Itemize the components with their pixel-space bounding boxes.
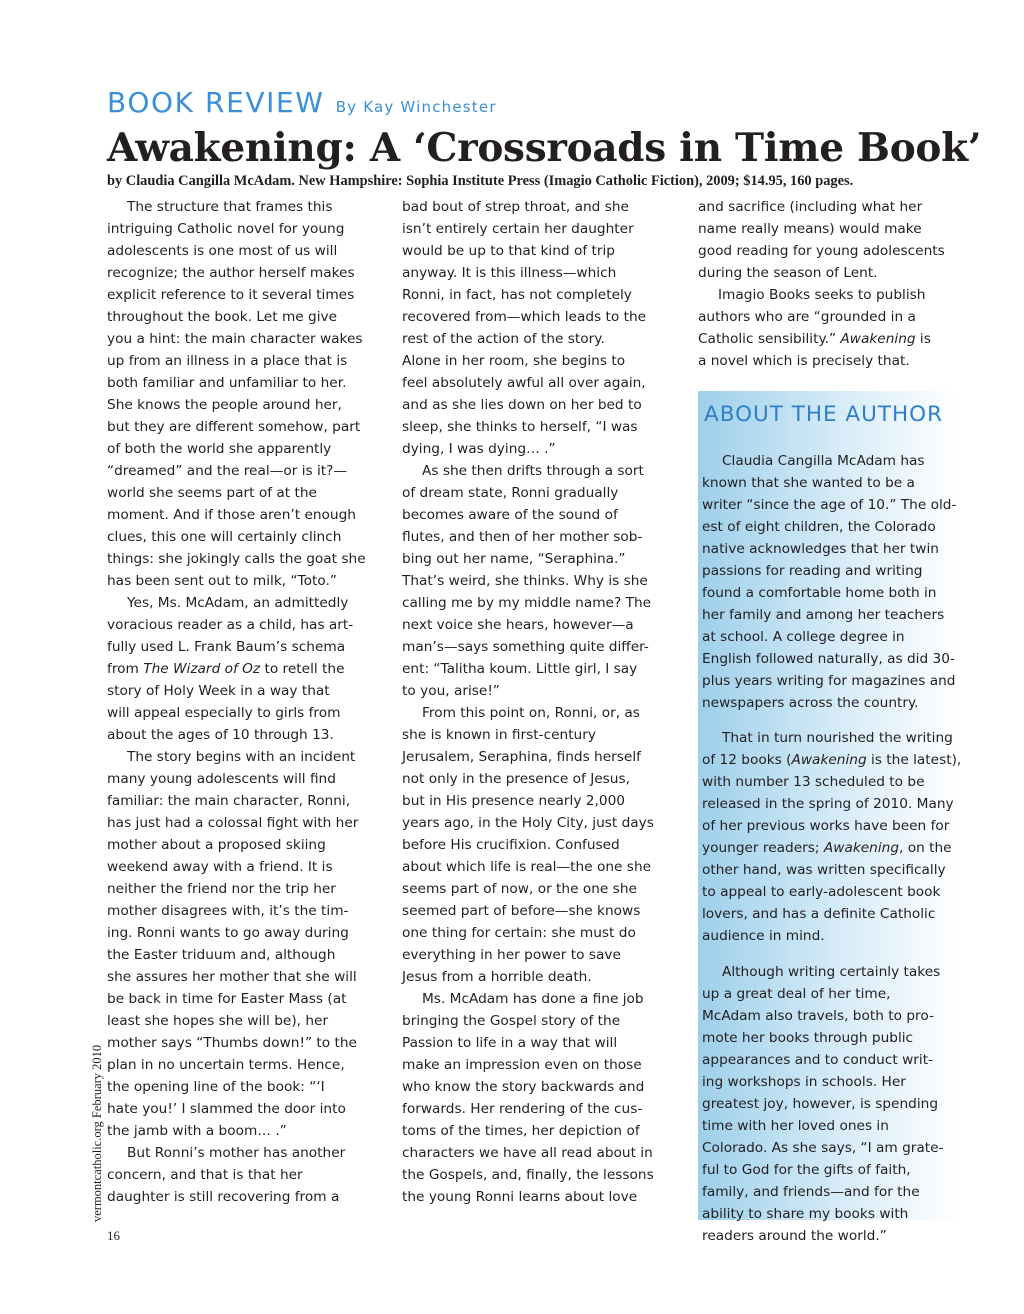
text-line: Colorado. As she says, “I am grate- (702, 1140, 944, 1157)
text-line: one thing for certain: she must do (402, 925, 636, 941)
text-line: will appeal especially to girls from (107, 705, 341, 721)
text-line: That in turn nourished the writing (722, 730, 953, 747)
text-line: lovers, and has a definite Catholic (702, 906, 936, 923)
text-line: daughter is still recovering from a (107, 1189, 340, 1205)
text-line: clues, this one will certainly clinch (107, 529, 342, 545)
text-line: would be up to that kind of trip (402, 243, 615, 259)
text-line: Alone in her room, she begins to (402, 353, 626, 369)
paragraph (107, 1142, 382, 1208)
text-line: recovered from—which leads to the (402, 309, 647, 325)
text-line: Ronni, in fact, has not completely (402, 287, 632, 303)
publication-info: by Claudia Cangilla McAdam. New Hampshire: Sophia Institute Press (Imagio Catholic Fiction), 2009; $14.95, 160 pages. (107, 173, 854, 189)
text-line: she is known in first-century (402, 727, 596, 743)
text-line: who know the story backwards and (402, 1079, 645, 1095)
text-line: calling me by my middle name? The (402, 595, 652, 611)
text-line: bing out her name, “Seraphina.” (402, 551, 626, 567)
text-line: known that she wanted to be a (702, 474, 915, 491)
text-line: to appeal to early-adolescent book (702, 884, 941, 901)
text-line: bringing the Gospel story of the (402, 1013, 621, 1029)
text-line: be back in time for Easter Mass (at (107, 991, 347, 1007)
text-line: “dreamed” and the real—or is it?— (107, 463, 348, 479)
paragraph (702, 450, 960, 714)
text-line: of her previous works have been for (702, 818, 950, 835)
text-line: but in His presence nearly 2,000 (402, 793, 625, 809)
text-line: has been sent out to milk, “Toto.” (107, 573, 337, 589)
text-line: seemed part of before—she knows (402, 903, 641, 919)
text-line: during the season of Lent. (698, 265, 878, 281)
text-line: voracious reader as a child, has art- (107, 617, 354, 633)
text-line: sleep, she thinks to herself, “I was (402, 419, 638, 435)
text-line: but they are different somehow, part (107, 419, 361, 435)
paragraph (702, 961, 960, 1247)
text-line: good reading for young adolescents (698, 243, 945, 259)
text-line: Passion to life in a way that will (402, 1035, 618, 1051)
text-line: of both the world she apparently (107, 441, 332, 457)
text-line: She knows the people around her, (107, 397, 342, 413)
text-line: English followed naturally, as did 30- (702, 650, 955, 667)
text-line: Although writing certainly takes (722, 964, 941, 981)
text-line: mother says “Thumbs down!” to the (107, 1035, 357, 1051)
text-line: about the ages of 10 through 13. (107, 727, 334, 743)
text-line: the jamb with a boom… .” (107, 1123, 287, 1139)
text-line: anyway. It is this illness—which (402, 265, 617, 281)
text-line: writer “since the age of 10.” The old- (702, 496, 957, 513)
text-line: has just had a colossal fight with her (107, 815, 359, 831)
text-line: readers around the world.” (702, 1228, 887, 1245)
text-line: before His crucifixion. Confused (402, 837, 620, 853)
text-line: you a hint: the main character wakes (107, 331, 363, 347)
text-line: younger readers; Awakening, on the (702, 840, 952, 857)
text-line: of dream state, Ronni gradually (402, 485, 619, 501)
paragraph (402, 988, 677, 1208)
text-line: mote her books through public (702, 1030, 914, 1047)
text-line: seems part of now, or the one she (402, 881, 637, 897)
text-line: The structure that frames this (127, 199, 333, 215)
text-line: isn’t entirely certain her daughter (402, 221, 634, 237)
text-line: neither the friend nor the trip her (107, 881, 336, 897)
text-line: Imagio Books seeks to publish (718, 287, 926, 303)
text-line: the opening line of the book: “‘I (107, 1079, 325, 1095)
paragraph (698, 196, 960, 284)
running-footer: vermontcatholic.org February 2010 (90, 1044, 104, 1222)
text-line: her family and among her teachers (702, 606, 945, 623)
text-column-2 (402, 196, 677, 1208)
text-line: bad bout of strep throat, and she (402, 199, 629, 215)
text-line: everything in her power to save (402, 947, 621, 963)
text-line: released in the spring of 2010. Many (702, 796, 954, 813)
text-line: Jerusalem, Seraphina, finds herself (402, 749, 641, 765)
text-line: Yes, Ms. McAdam, an admittedly (127, 595, 349, 611)
text-line: ful to God for the gifts of faith, (702, 1162, 911, 1179)
text-line: That’s weird, she thinks. Why is she (402, 573, 648, 589)
text-line: make an impression even on those (402, 1057, 642, 1073)
text-line: plus years writing for magazines and (702, 672, 956, 689)
text-line: authors who are “grounded in a (698, 309, 916, 325)
text-line: time with her loved ones in (702, 1118, 889, 1135)
about-the-author-sidebar (698, 391, 962, 1245)
paragraph (107, 592, 382, 746)
text-line: But Ronni’s mother has another (127, 1145, 346, 1161)
paragraph (402, 196, 677, 460)
text-line: man’s—says something quite differ- (402, 639, 649, 655)
text-line: up from an illness in a place that is (107, 353, 348, 369)
text-line: to you, arise!” (402, 683, 500, 699)
text-line: ability to share my books with (702, 1206, 909, 1223)
text-line: Ms. McAdam has done a fine job (422, 991, 644, 1007)
text-line: intriguing Catholic novel for young (107, 221, 345, 237)
text-line: found a comfortable home both in (702, 584, 937, 601)
text-line: the Easter triduum and, although (107, 947, 336, 963)
text-line: ing. Ronni wants to go away during (107, 925, 349, 941)
text-line: greatest joy, however, is spending (702, 1096, 939, 1113)
text-line: a novel which is precisely that. (698, 353, 910, 369)
text-line: recognize; the author herself makes (107, 265, 355, 281)
text-line: McAdam also travels, both to pro- (702, 1008, 934, 1025)
text-line: audience in mind. (702, 928, 825, 945)
text-line: both familiar and unfamiliar to her. (107, 375, 347, 391)
text-line: fully used L. Frank Baum’s schema (107, 639, 346, 655)
text-line: of 12 books (Awakening is the latest), (702, 752, 962, 769)
text-line: from The Wizard of Oz to retell the (107, 661, 345, 677)
text-line: and as she lies down on her bed to (402, 397, 642, 413)
page-number: 16 (107, 1228, 120, 1243)
text-line: the young Ronni learns about love (402, 1189, 638, 1205)
text-line: dying, I was dying… .” (402, 441, 556, 457)
text-line: mother disagrees with, it’s the tim- (107, 903, 349, 919)
text-line: the Gospels, and, finally, the lessons (402, 1167, 654, 1183)
text-line: throughout the book. Let me give (107, 309, 338, 325)
text-line: story of Holy Week in a way that (107, 683, 330, 699)
sidebar-body (702, 450, 960, 1247)
text-line: The story begins with an incident (127, 749, 356, 765)
text-line: not only in the presence of Jesus, (402, 771, 630, 787)
text-line: feel absolutely awful all over again, (402, 375, 646, 391)
text-line: at school. A college degree in (702, 628, 905, 645)
text-line: Jesus from a horrible death. (402, 969, 592, 985)
text-line: rest of the action of the story. (402, 331, 605, 347)
text-line: family, and friends—and for the (702, 1184, 920, 1201)
text-line: moment. And if those aren’t enough (107, 507, 356, 523)
text-line: about which life is real—the one she (402, 859, 652, 875)
text-column-1 (107, 196, 382, 1208)
byline: By Kay Winchester (335, 98, 497, 116)
text-line: world she seems part of at the (107, 485, 317, 501)
text-line: forwards. Her rendering of the cus- (402, 1101, 643, 1117)
text-line: newspapers across the country. (702, 694, 919, 711)
article-title: Awakening: A ‘Crossroads in Time Book’ (107, 125, 982, 171)
text-line: name really means) would make (698, 221, 922, 237)
text-line: ing workshops in schools. Her (702, 1074, 906, 1091)
text-line: adolescents is one most of us will (107, 243, 338, 259)
text-line: Catholic sensibility.” Awakening is (698, 331, 931, 347)
paragraph (402, 702, 677, 988)
text-line: est of eight children, the Colorado (702, 518, 936, 535)
article-header (107, 86, 982, 190)
paragraph (107, 746, 382, 1142)
text-line: explicit reference to it several times (107, 287, 355, 303)
text-line: familiar: the main character, Ronni, (107, 793, 351, 809)
text-line: concern, and that is that her (107, 1167, 303, 1183)
text-line: plan in no uncertain terms. Hence, (107, 1057, 345, 1073)
text-line: ent: “Talitha koum. Little girl, I say (402, 661, 638, 677)
text-line: many young adolescents will find (107, 771, 336, 787)
text-line: other hand, was written specifically (702, 862, 946, 879)
text-line: years ago, in the Holy City, just days (402, 815, 654, 831)
text-line: weekend away with a friend. It is (107, 859, 333, 875)
sidebar-title: ABOUT THE AUTHOR (704, 402, 944, 427)
paragraph (702, 727, 960, 947)
text-line: appearances and to conduct writ- (702, 1052, 933, 1069)
paragraph (698, 284, 960, 372)
text-line: native acknowledges that her twin (702, 540, 939, 557)
text-column-3 (698, 196, 960, 372)
text-line: Claudia Cangilla McAdam has (722, 452, 925, 469)
text-line: flutes, and then of her mother sob- (402, 529, 643, 545)
paragraph (107, 196, 382, 592)
text-line: toms of the times, her depiction of (402, 1123, 640, 1139)
text-line: things: she jokingly calls the goat she (107, 551, 366, 567)
section-label: BOOK REVIEW (107, 86, 325, 119)
text-line: characters we have all read about in (402, 1145, 653, 1161)
text-line: As she then drifts through a sort (422, 463, 644, 479)
text-line: she assures her mother that she will (107, 969, 357, 985)
kicker (107, 86, 957, 126)
text-line: hate you!’ I slammed the door into (107, 1101, 346, 1117)
text-line: next voice she hears, however—a (402, 617, 634, 633)
text-line: least she hopes she will be), her (107, 1013, 329, 1029)
text-line: mother about a proposed skiing (107, 837, 326, 853)
text-line: up a great deal of her time, (702, 986, 891, 1003)
text-line: and sacrifice (including what her (698, 199, 923, 215)
text-line: with number 13 scheduled to be (702, 774, 925, 791)
text-line: From this point on, Ronni, or, as (422, 705, 640, 721)
text-line: becomes aware of the sound of (402, 507, 618, 523)
text-line: passions for reading and writing (702, 562, 923, 579)
paragraph (402, 460, 677, 702)
